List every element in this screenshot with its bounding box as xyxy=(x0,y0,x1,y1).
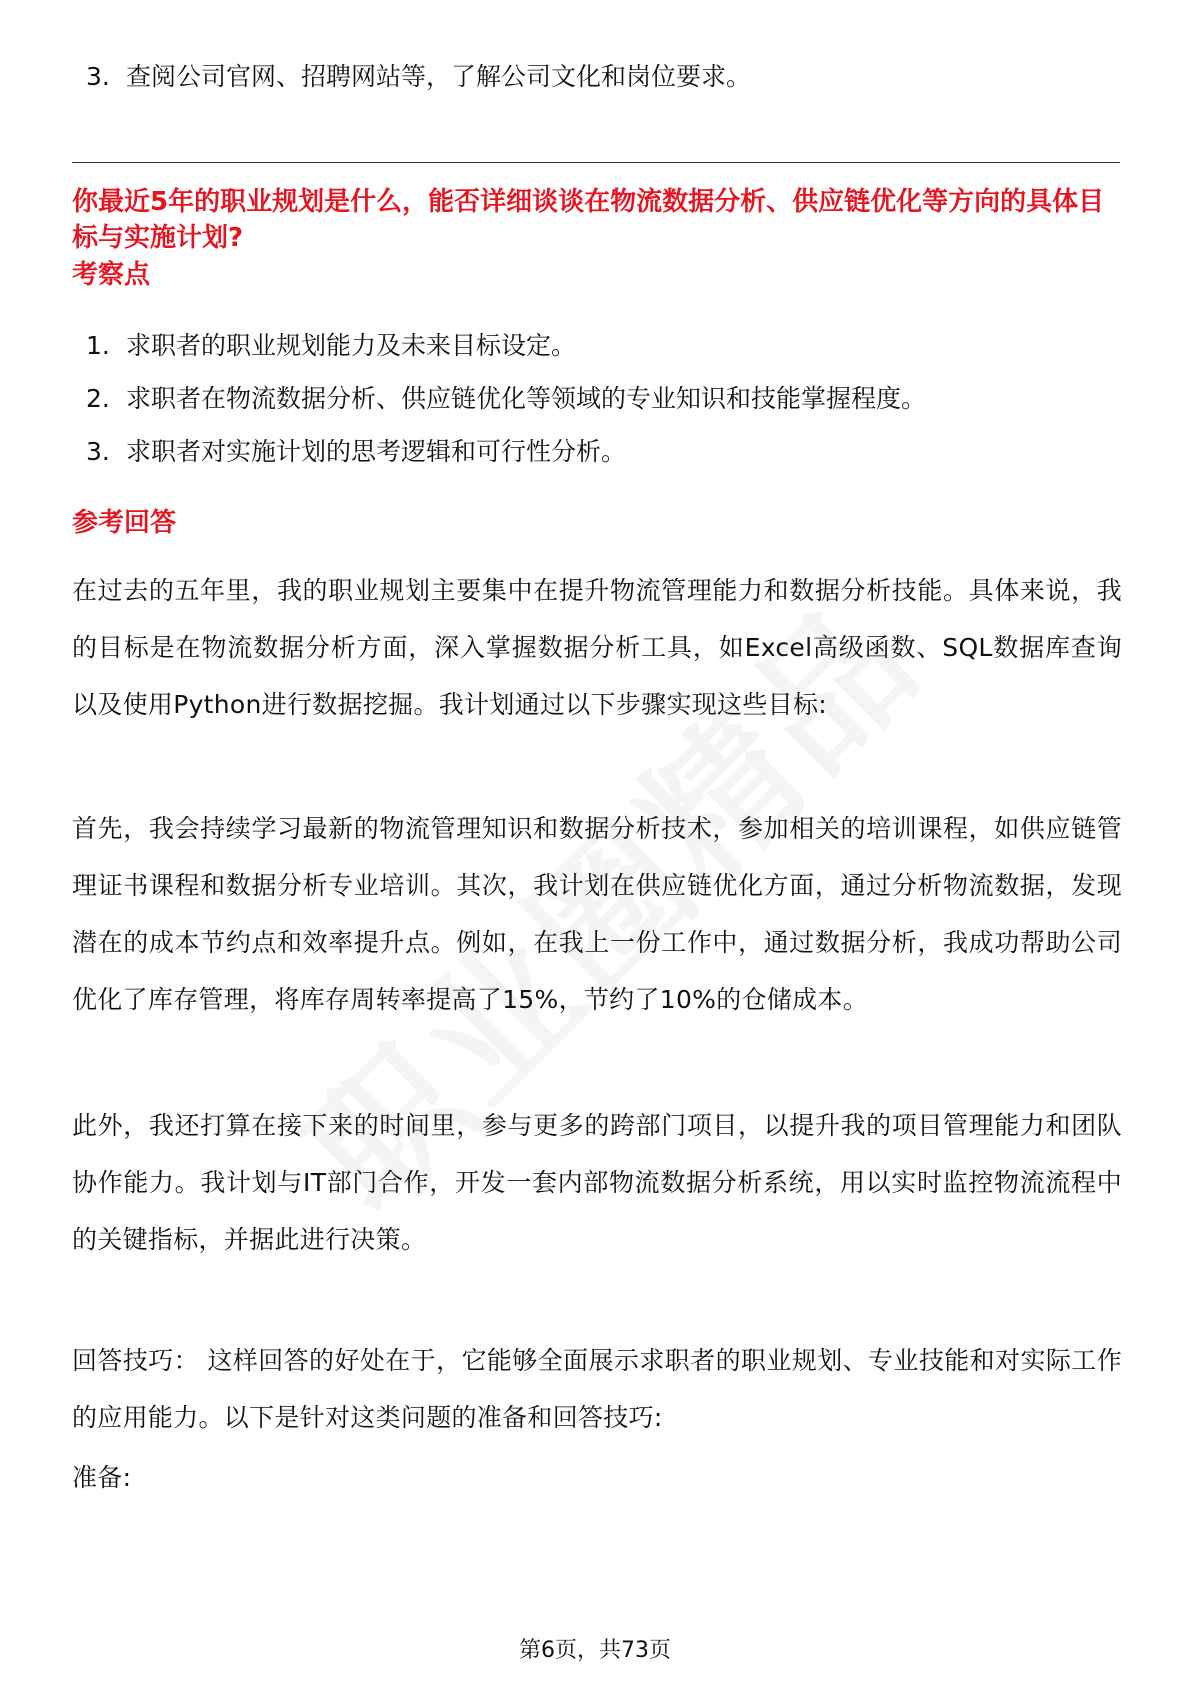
list-item xyxy=(86,60,751,94)
reference-answer-heading: 参考回答 xyxy=(72,508,177,538)
list-number: 3. xyxy=(86,437,110,466)
list-text: 求职者对实施计划的思考逻辑和可行性分析。 xyxy=(126,437,627,466)
list-text: 查阅公司官网、招聘网站等，了解公司文化和岗位要求。 xyxy=(126,62,752,91)
list-text: 求职者的职业规划能力及未来目标设定。 xyxy=(126,331,577,360)
page-number: 第6页，共73页 xyxy=(519,1638,671,1663)
list-number: 1. xyxy=(86,331,110,360)
answer-paragraph: 首先，我会持续学习最新的物流管理知识和数据分析技术，参加相关的培训课程，如供应链管理证书课程和数据分析专业培训。其次，我计划在供应链优化方面，通过分析物流数据，发现潜在的成本节约点和效率提升点。例如，在我上一份工作中，通过数据分析，我成功帮助公司优化了库存管理，将库存周转率提高了15%，节约了10%的仓储成本。 xyxy=(72,814,1122,1014)
answer-paragraph: 在过去的五年里，我的职业规划主要集中在提升物流管理能力和数据分析技能。具体来说，我的目标是在物流数据分析方面，深入掌握数据分析工具，如Excel高级函数、SQL数据库查询以及使用Python进行数据挖掘。我计划通过以下步骤实现这些目标: xyxy=(72,576,1122,719)
exam-points-heading: 考察点 xyxy=(72,260,151,290)
answer-tips-paragraph: 回答技巧： 这样回答的好处在于，它能够全面展示求职者的职业规划、专业技能和对实际工作的应用能力。以下是针对这类问题的准备和回答技巧: xyxy=(72,1346,1122,1432)
list-text: 求职者在物流数据分析、供应链优化等领域的专业知识和技能掌握程度。 xyxy=(126,384,927,413)
question-title: 你最近5年的职业规划是什么，能否详细谈谈在物流数据分析、供应链优化等方向的具体目标与实施计划? xyxy=(72,187,1105,253)
list-item xyxy=(86,435,626,469)
list-number: 2. xyxy=(86,384,110,413)
section-divider xyxy=(72,162,1120,163)
answer-paragraph: 此外，我还打算在接下来的时间里，参与更多的跨部门项目，以提升我的项目管理能力和团队协作能力。我计划与IT部门合作，开发一套内部物流数据分析系统，用以实时监控物流流程中的关键指标，并据此进行决策。 xyxy=(72,1111,1122,1254)
preparation-label: 准备: xyxy=(72,1463,132,1492)
list-number: 3. xyxy=(86,62,110,91)
list-item xyxy=(86,329,576,363)
list-item xyxy=(86,382,926,416)
